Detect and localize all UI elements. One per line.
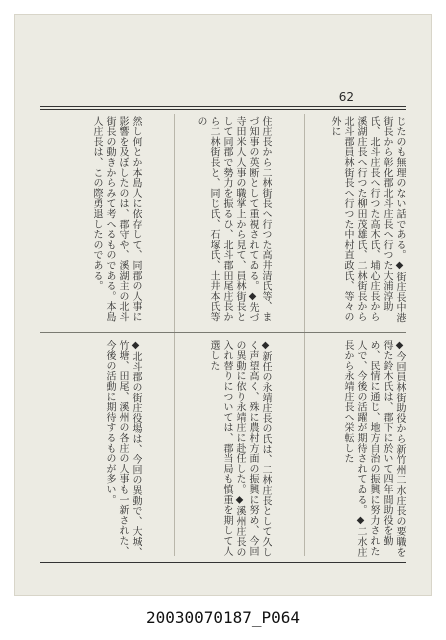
text-column-bottom-3: ◆北斗郡の街庄役場は、今回の異動で、大城、竹塘、田尾、溪州の各庄の人事も一新された、今後の活動に期待するものが多い。 bbox=[104, 340, 141, 558]
document-page bbox=[14, 14, 432, 596]
text-column-bottom-1: ◆今回員林街助役から新竹州二水庄長の要職を得た鈴木氏は、郡下に於いて四年間助役を勤め、民情に通じ、地方自治の振興に努力された人で、今後の活躍が期待されてゐる。◆二水庄長から永靖庄長へ栄転した bbox=[342, 340, 405, 558]
footer-rule bbox=[40, 562, 406, 563]
image-caption: 20030070187_P064 bbox=[145, 608, 301, 627]
section-divider bbox=[40, 332, 406, 333]
text-column-top-1: じたのも無理のない話である。◆街庄長中港街長から彰化郡北斗庄長へ行つた大浦淳助氏、北斗庄長へ行つた高木氏、埔心庄長から溪湖庄長へ行つた柳田茂雄氏、二林街長から北斗郡員林街長へ行つた中村直政氏、等々の外に bbox=[329, 116, 405, 323]
header-rule-thin bbox=[40, 109, 406, 110]
page-number: 62 bbox=[338, 90, 354, 104]
header-rule bbox=[40, 106, 406, 107]
text-column-bottom-2: ◆新任の永靖庄長の氏は、二林庄長として久しく声望高く、殊に農村方面の振興に努め、今回の異動に依り永靖庄に赴任した。◆溪州庄長の入れ替りについては、郡当局も慎重を期して人選した bbox=[208, 340, 271, 558]
text-column-top-2: 住庄長から二林街長へ行つた高井清氏等、まづ知事の英断として重視されてゐる。◆先づ寺田米人人事の職掌上から見て、員林街長として同郡で勢力を振るひ、北斗郡田尾庄長から二林街長と、同じ氏、石塚氏、土井本氏等の bbox=[195, 116, 271, 323]
text-column-top-3: 然し何とか本島人に依存して、同郡の人事に影響を及ぼしたのは、郡守や、溪湖主の北斗街長の動きからみて考へるものである。本島人庄長は、この際勇退したのである。 bbox=[91, 116, 141, 322]
